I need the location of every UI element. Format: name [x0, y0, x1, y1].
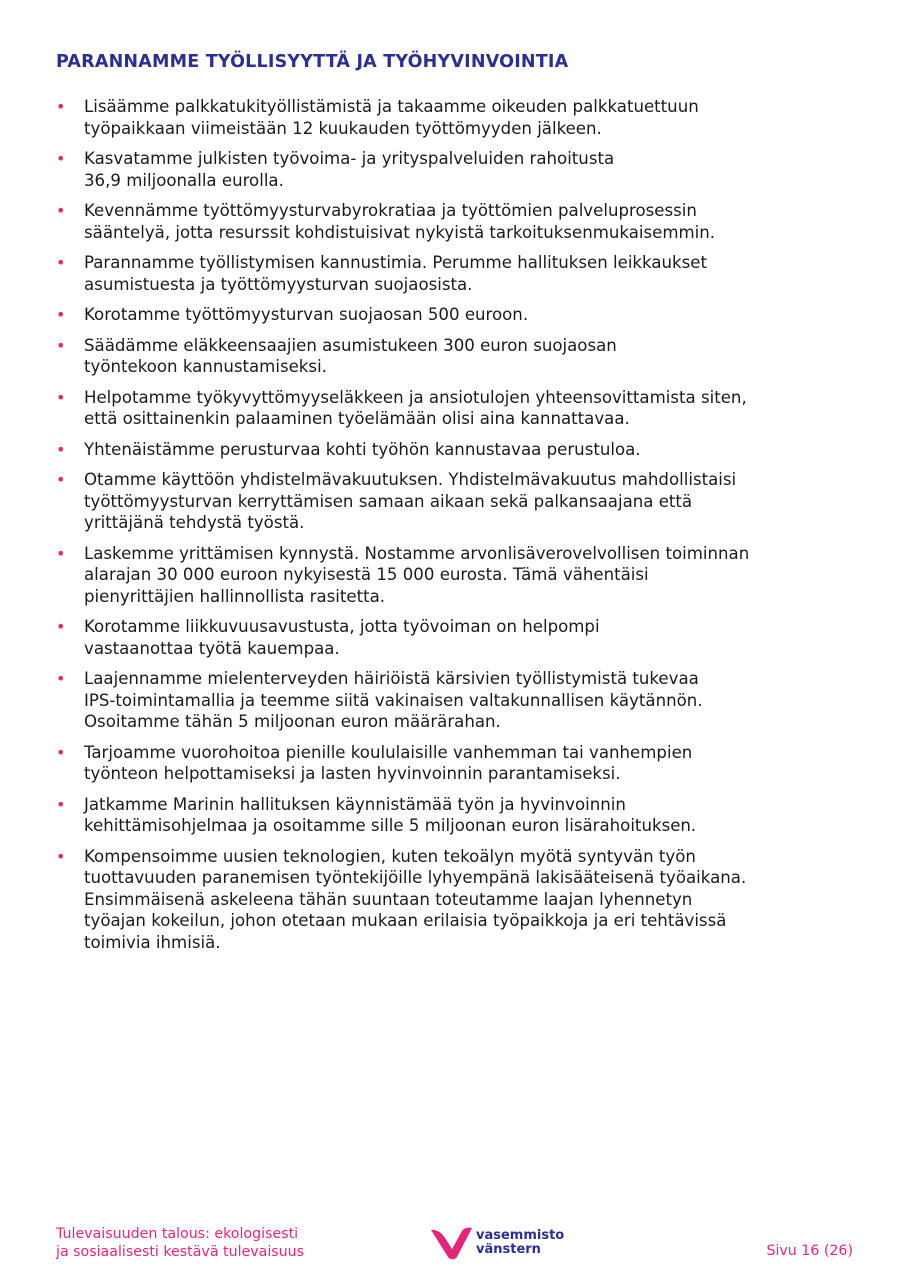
footer-title-line-1: Tulevaisuuden talous: ekologisesti — [56, 1226, 299, 1242]
bullet-marker: • — [56, 794, 66, 814]
list-item — [56, 742, 876, 785]
bullet-text-line: Jatkamme Marinin hallituksen käynnistämää työn ja hyvinvoinnin — [84, 794, 626, 814]
list-item — [56, 304, 876, 326]
list-item — [56, 148, 876, 191]
bullet-text-line: yrittäjänä tehdystä työstä. — [84, 513, 305, 532]
bullet-text-line: toimivia ihmisiä. — [84, 932, 221, 952]
bullet-text-line: vastaanottaa työtä kauempaa. — [84, 638, 340, 658]
list-item — [56, 616, 876, 659]
bullet-marker: • — [56, 669, 66, 688]
list-item — [56, 335, 876, 378]
list-item — [56, 469, 876, 534]
bullet-text-line: Osoitamme tähän 5 miljoonan euron määrärahan. — [84, 712, 501, 731]
bullet-text-line: työpaikkaan viimeistään 12 kuukauden työttömyyden jälkeen. — [84, 118, 602, 138]
bullet-text-line: Kasvatamme julkisten työvoima- ja yrityspalveluiden rahoitusta — [84, 149, 615, 168]
bullet-text-line: pienyrittäjien hallinnollista rasitetta. — [84, 586, 386, 606]
footer-title-line-2: ja sosiaalisesti kestävä tulevaisuus — [56, 1244, 305, 1260]
list-item — [56, 794, 876, 837]
bullet-text-line: työajan kokeilun, johon otetaan mukaan erilaisia työpaikkoja ja eri tehtävissä — [84, 911, 727, 930]
bullet-text-line: Korotamme työttömyysturvan suojaosan 500 euroon. — [84, 305, 529, 324]
bullet-text-line: Ensimmäisenä askeleena tähän suuntaan toteutamme laajan lyhennetyn — [84, 889, 693, 909]
logo-text-line-2: vänstern — [476, 1242, 541, 1257]
bullet-text-line: Säädämme eläkkeensaajien asumistukeen 300 euron suojaosan — [84, 335, 617, 355]
footer-document-title — [56, 1225, 304, 1261]
vasemmisto-logo — [430, 1226, 564, 1260]
bullet-text-line: Yhtenäistämme perusturvaa kohti työhön kannustavaa perustuloa. — [84, 439, 641, 459]
bullet-list — [56, 96, 876, 962]
bullet-text-line: tuottavuuden paranemisen työntekijöille lyhyempänä lakisääteisenä työaikana. — [84, 868, 747, 887]
bullet-marker: • — [56, 201, 66, 220]
bullet-text-line: Kevennämme työttömyysturvabyrokratiaa ja työttömien palveluprosessin — [84, 201, 697, 220]
list-item — [56, 668, 876, 733]
bullet-marker: • — [56, 97, 66, 116]
bullet-text-line: Laajennamme mielenterveyden häiriöistä kärsivien työllistymistä tukevaa — [84, 669, 699, 688]
vasemmisto-logo-icon — [430, 1226, 474, 1260]
bullet-marker: • — [56, 470, 66, 489]
page-number: Sivu 16 (26) — [766, 1243, 853, 1259]
bullet-text-line: Korotamme liikkuvuusavustusta, jotta työvoiman on helpompi — [84, 617, 600, 636]
bullet-marker: • — [56, 335, 66, 355]
list-item — [56, 439, 876, 461]
bullet-text-line: asumistuesta ja työttömyysturvan suojaosista. — [84, 274, 473, 294]
bullet-text-line: IPS-toimintamallia ja teemme siitä vakinaisen valtakunnallisen käytännön. — [84, 690, 703, 710]
bullet-marker: • — [56, 439, 66, 459]
bullet-text-line: Helpotamme työkyvyttömyyseläkkeen ja ansiotulojen yhteensovittamista siten, — [84, 387, 747, 407]
bullet-text-line: 36,9 miljoonalla eurolla. — [84, 170, 284, 190]
bullet-text-line: Kompensoimme uusien teknologien, kuten tekoälyn myötä syntyvän työn — [84, 846, 696, 866]
bullet-text-line: Otamme käyttöön yhdistelmävakuutuksen. Yhdistelmävakuutus mahdollistaisi — [84, 470, 737, 489]
bullet-marker: • — [56, 846, 66, 866]
bullet-text-line: työnteon helpottamiseksi ja lasten hyvinvoinnin parantamiseksi. — [84, 764, 621, 783]
bullet-marker: • — [56, 742, 66, 762]
bullet-marker: • — [56, 543, 66, 563]
page-title: PARANNAMME TYÖLLISYYTTÄ JA TYÖHYVINVOINTIA — [56, 52, 569, 72]
bullet-text-line: Laskemme yrittämisen kynnystä. Nostamme arvonlisäverovelvollisen toiminnan — [84, 543, 750, 563]
list-item — [56, 387, 876, 430]
logo-text-line-1: vasemmisto — [476, 1228, 565, 1243]
bullet-marker: • — [56, 305, 66, 324]
bullet-marker: • — [56, 387, 66, 407]
bullet-marker: • — [56, 253, 66, 272]
bullet-text-line: sääntelyä, jotta resurssit kohdistuisivat nykyistä tarkoituksenmukaisemmin. — [84, 222, 716, 242]
list-item — [56, 96, 876, 139]
bullet-text-line: kehittämisohjelmaa ja osoitamme sille 5 miljoonan euron lisärahoituksen. — [84, 816, 697, 835]
list-item — [56, 846, 876, 954]
list-item — [56, 543, 876, 608]
bullet-text-line: työntekoon kannustamiseksi. — [84, 357, 327, 376]
bullet-marker: • — [56, 617, 66, 636]
bullet-text-line: työttömyysturvan kerryttämisen samaan aikaan sekä palkansaajana että — [84, 491, 693, 511]
list-item — [56, 252, 876, 295]
bullet-text-line: Parannamme työllistymisen kannustimia. Perumme hallituksen leikkaukset — [84, 253, 708, 272]
bullet-text-line: Lisäämme palkkatukityöllistämistä ja takaamme oikeuden palkkatuettuun — [84, 97, 699, 116]
bullet-text-line: alarajan 30 000 euroon nykyisestä 15 000 eurosta. Tämä vähentäisi — [84, 565, 649, 584]
list-item — [56, 200, 876, 243]
bullet-text-line: Tarjoamme vuorohoitoa pienille koululaisille vanhemman tai vanhempien — [84, 742, 693, 762]
bullet-text-line: että osittainenkin palaaminen työelämään olisi aina kannattavaa. — [84, 409, 630, 428]
bullet-marker: • — [56, 149, 66, 168]
